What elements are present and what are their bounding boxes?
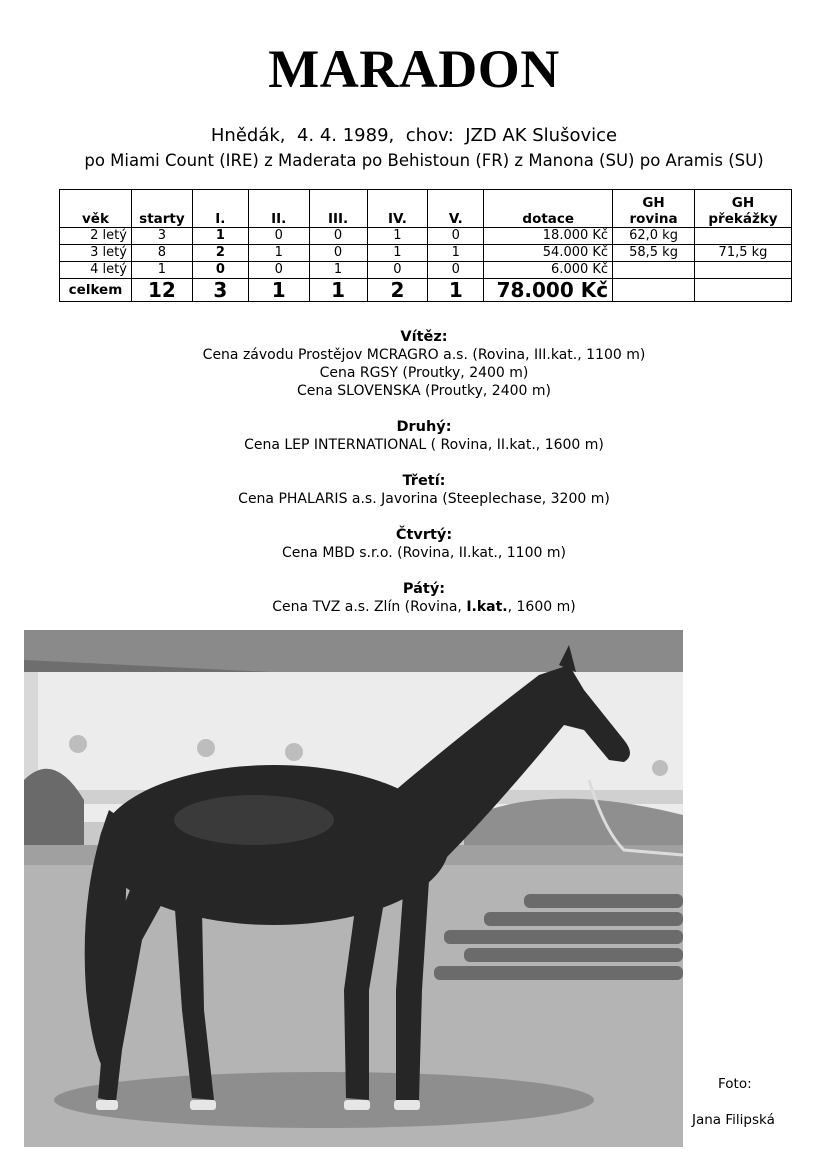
cell-third: 0 — [309, 228, 367, 245]
table-row — [60, 228, 792, 245]
cell-gh-flat — [613, 262, 695, 279]
pedigree-line: po Miami Count (IRE) z Maderata po Behistoun (FR) z Manona (SU) po Aramis (SU) — [84, 151, 764, 170]
table-total-row — [60, 279, 792, 302]
third-place-section — [0, 472, 828, 508]
winner-section — [0, 328, 828, 400]
cell-fourth: 1 — [367, 228, 428, 245]
horse-photo-illustration — [24, 630, 683, 1147]
table-row — [60, 262, 792, 279]
cell-third: 0 — [309, 245, 367, 262]
cell-fourth: 1 — [367, 245, 428, 262]
cell-third: 1 — [309, 262, 367, 279]
cell-first: 1 — [192, 228, 248, 245]
col-first: I. — [192, 190, 248, 228]
section-heading: Čtvrtý: — [395, 527, 453, 543]
race-statistics-table — [59, 189, 792, 302]
fifth-place-section — [0, 580, 828, 616]
cell-gh-jumps: 71,5 kg — [694, 245, 791, 262]
cell-fifth: 0 — [428, 262, 484, 279]
race-line: Cena LEP INTERNATIONAL ( Rovina, II.kat., 1600 m) — [244, 437, 604, 453]
cell-prize: 6.000 Kč — [484, 262, 613, 279]
col-age: věk — [60, 190, 132, 228]
total-prize: 78.000 Kč — [484, 279, 613, 302]
total-gh-jumps — [694, 279, 791, 302]
col-fifth: V. — [428, 190, 484, 228]
race-line: Cena PHALARIS a.s. Javorina (Steeplechase, 3200 m) — [238, 491, 610, 507]
col-prize: dotace — [484, 190, 613, 228]
section-heading: Třetí: — [402, 473, 446, 489]
race-line: Cena závodu Prostějov MCRAGRO a.s. (Rovina, III.kat., 1100 m) — [202, 347, 646, 363]
cell-starts: 1 — [131, 262, 192, 279]
race-line: Cena MBD s.r.o. (Rovina, II.kat., 1100 m) — [282, 545, 566, 561]
cell-age: 3 letý — [60, 245, 132, 262]
cell-gh-flat: 58,5 kg — [613, 245, 695, 262]
section-heading: Druhý: — [396, 419, 452, 435]
cell-starts: 3 — [131, 228, 192, 245]
section-heading: Pátý: — [402, 581, 446, 597]
col-third: III. — [309, 190, 367, 228]
photo-credit-label: Foto: — [718, 1076, 752, 1092]
horse-photo — [24, 630, 683, 1147]
table-header-row — [60, 190, 792, 228]
horse-name-title: MARADON — [268, 39, 560, 99]
total-first: 3 — [192, 279, 248, 302]
cell-gh-jumps — [694, 262, 791, 279]
horse-details: Hnědák, 4. 4. 1989, chov: JZD AK Slušovice — [210, 125, 618, 146]
cell-gh-jumps — [694, 228, 791, 245]
cell-age: 4 letý — [60, 262, 132, 279]
total-gh-flat — [613, 279, 695, 302]
fourth-place-section — [0, 526, 828, 562]
col-second: II. — [248, 190, 309, 228]
col-starts: starty — [131, 190, 192, 228]
cell-second: 1 — [248, 245, 309, 262]
table-row — [60, 245, 792, 262]
total-fifth: 1 — [428, 279, 484, 302]
race-results — [0, 328, 828, 634]
total-starts: 12 — [131, 279, 192, 302]
col-gh-flat: GH rovina — [613, 190, 695, 228]
cell-first: 0 — [192, 262, 248, 279]
total-fourth: 2 — [367, 279, 428, 302]
cell-fifth: 0 — [428, 228, 484, 245]
cell-starts: 8 — [131, 245, 192, 262]
total-label: celkem — [60, 279, 132, 302]
cell-fourth: 0 — [367, 262, 428, 279]
total-second: 1 — [248, 279, 309, 302]
cell-second: 0 — [248, 262, 309, 279]
col-gh-jumps: GH překážky — [694, 190, 791, 228]
cell-first: 2 — [192, 245, 248, 262]
total-third: 1 — [309, 279, 367, 302]
cell-gh-flat: 62,0 kg — [613, 228, 695, 245]
col-fourth: IV. — [367, 190, 428, 228]
race-line: Cena TVZ a.s. Zlín (Rovina, I.kat., 1600 m) — [272, 599, 576, 615]
cell-prize: 18.000 Kč — [484, 228, 613, 245]
cell-fifth: 1 — [428, 245, 484, 262]
second-place-section — [0, 418, 828, 454]
race-line: Cena RGSY (Proutky, 2400 m) — [319, 365, 529, 381]
cell-second: 0 — [248, 228, 309, 245]
race-line: Cena SLOVENSKA (Proutky, 2400 m) — [296, 383, 551, 399]
cell-age: 2 letý — [60, 228, 132, 245]
cell-prize: 54.000 Kč — [484, 245, 613, 262]
section-heading: Vítěz: — [400, 329, 448, 345]
photo-credit-name: Jana Filipská — [692, 1112, 775, 1128]
